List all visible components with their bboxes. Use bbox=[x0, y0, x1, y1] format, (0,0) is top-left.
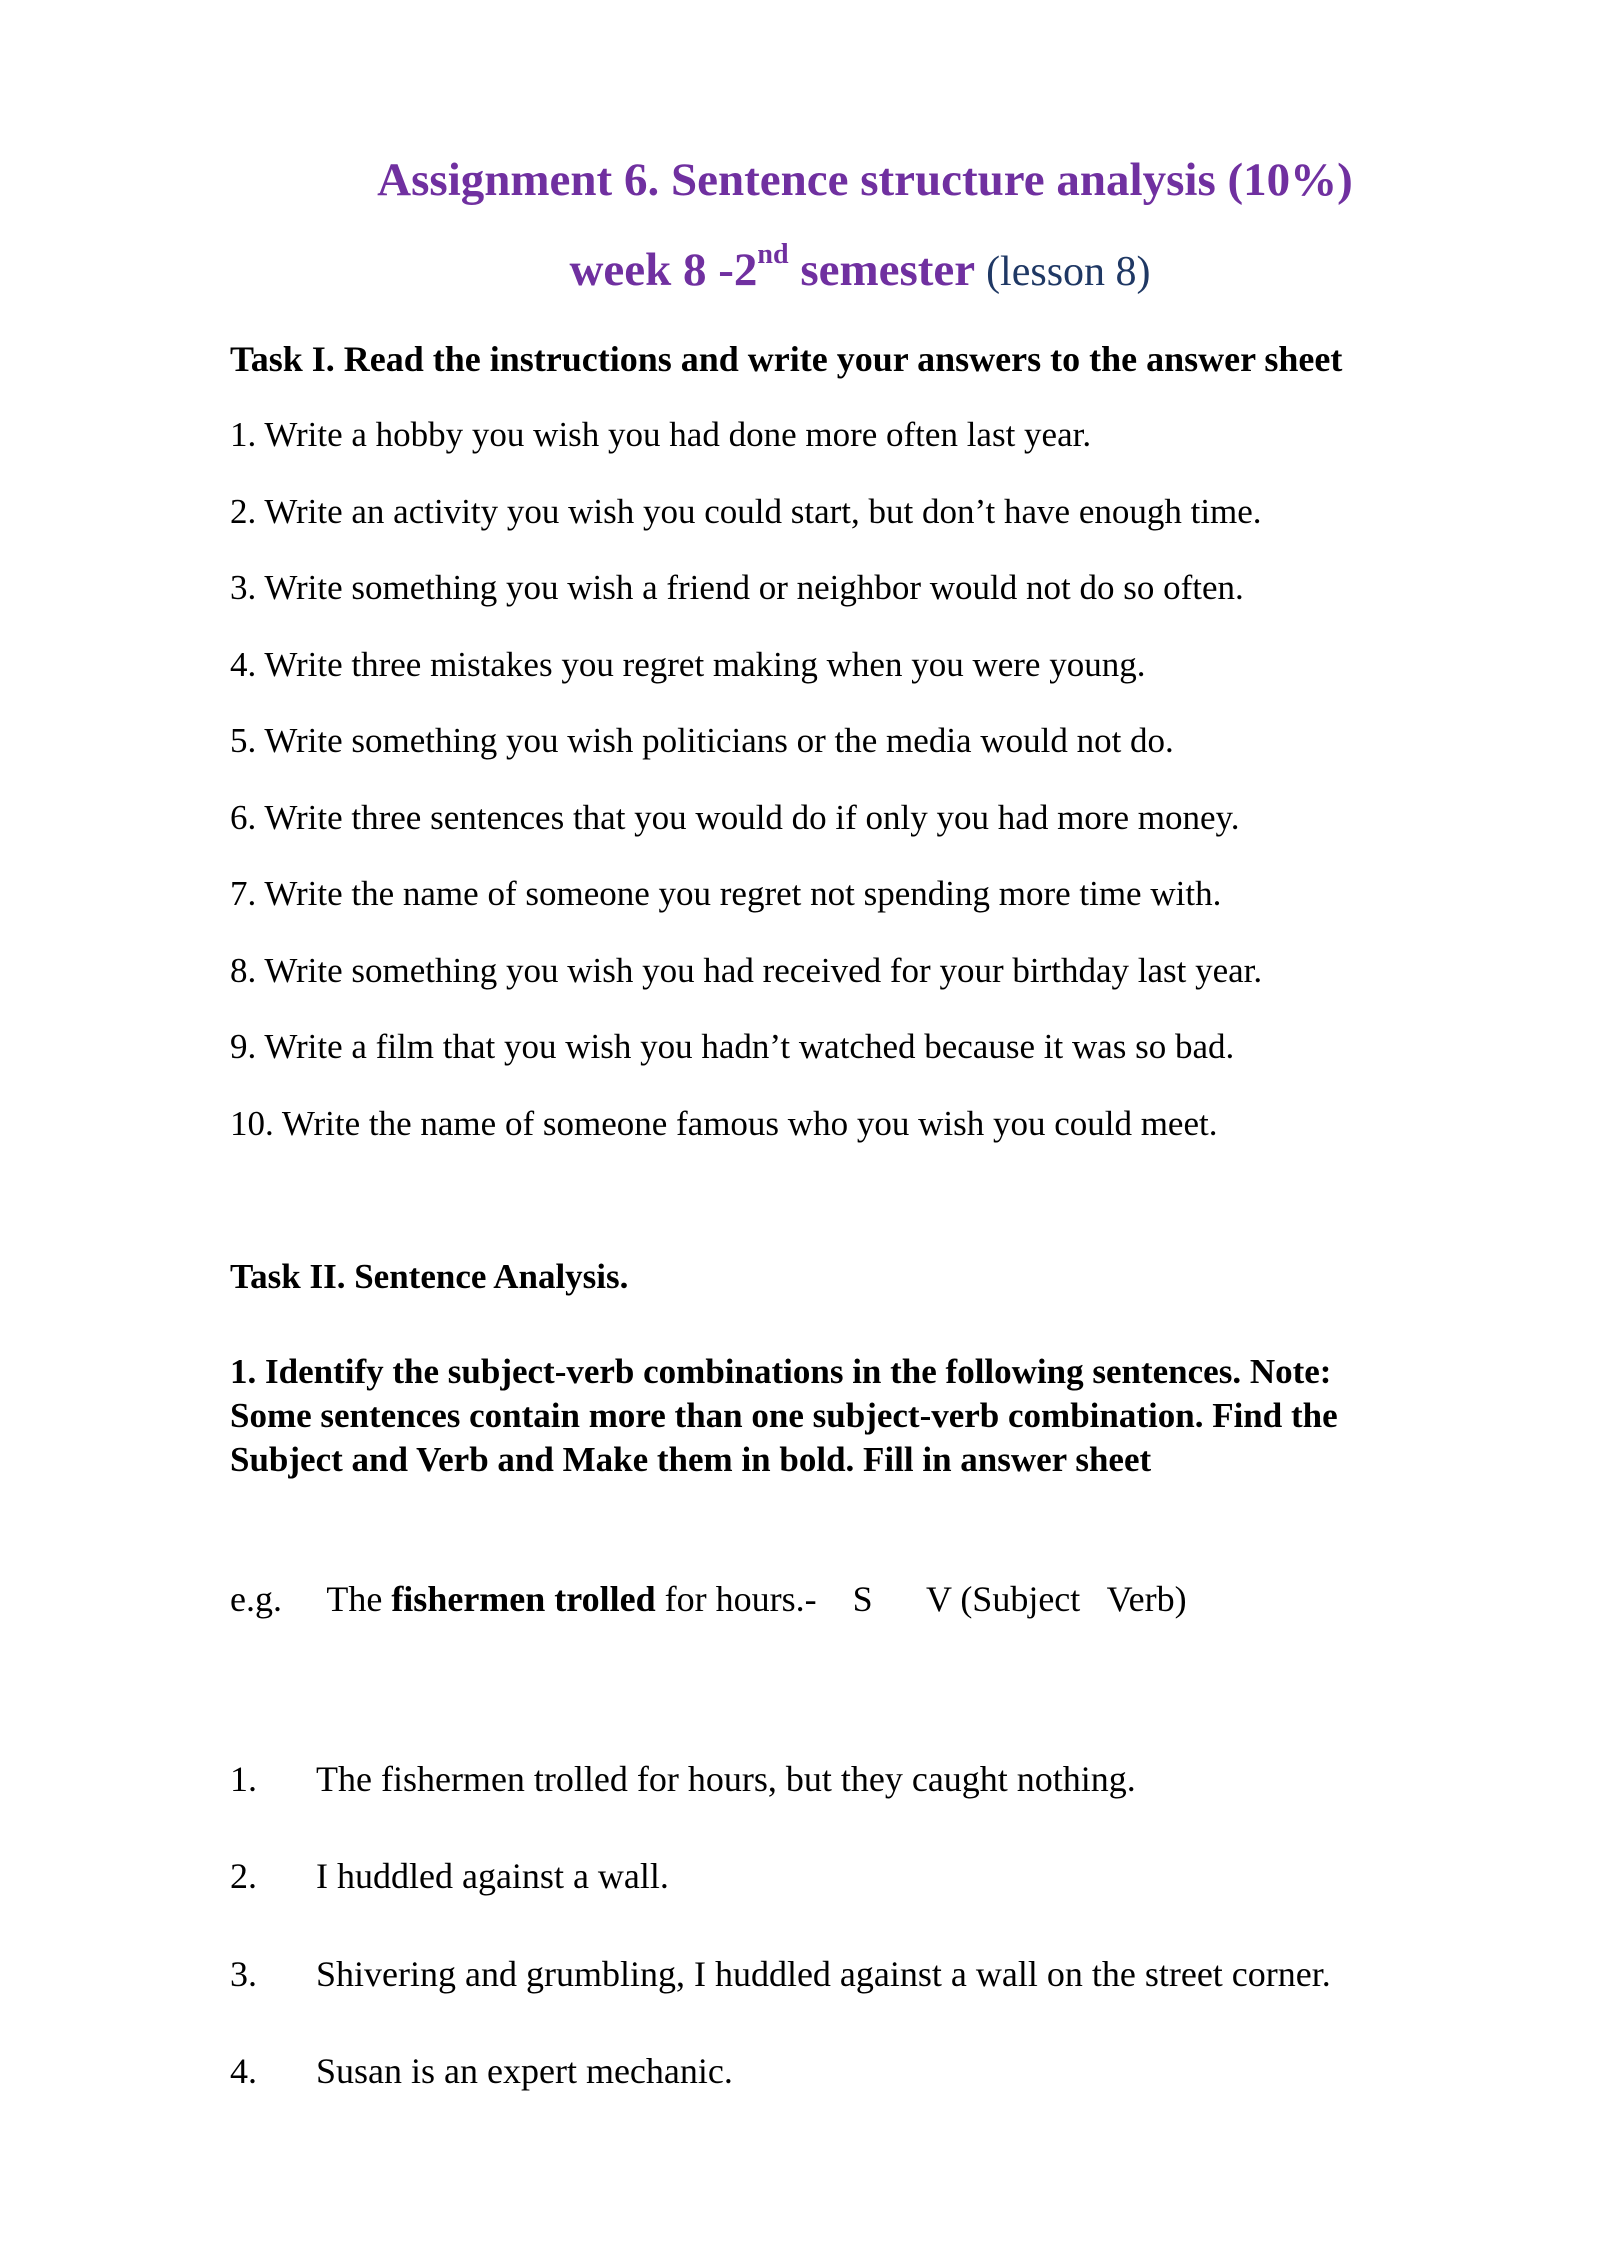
task1-item: 9. Write a film that you wish you hadn’t watched because it was so bad. bbox=[230, 1027, 1235, 1066]
sentence-number: 2. bbox=[230, 1856, 257, 1896]
example-bold-words: fishermen trolled bbox=[391, 1579, 656, 1619]
example-line bbox=[230, 1578, 1187, 1620]
assignment-title-text: Assignment 6. Sentence structure analysis (10%) bbox=[377, 154, 1353, 206]
sentence-item bbox=[230, 2050, 733, 2092]
example-s-marker: S bbox=[852, 1579, 873, 1619]
task2-instruction: 1. Identify the subject-verb combinations in the following sentences. Note: Some sentences contain more than one subject-verb combination. Find the Subject and Verb and Make them in bold. Fill in answer sheet bbox=[230, 1352, 1338, 1479]
assignment-title bbox=[0, 153, 1600, 207]
sentence-number: 4. bbox=[230, 2051, 257, 2091]
task1-item: 2. Write an activity you wish you could start, but don’t have enough time. bbox=[230, 492, 1262, 531]
sentence-text: I huddled against a wall. bbox=[316, 1856, 669, 1896]
week-suffix: semester bbox=[788, 244, 975, 296]
task1-item: 6. Write three sentences that you would do if only you had more money. bbox=[230, 798, 1240, 837]
task1-item: 1. Write a hobby you wish you had done more often last year. bbox=[230, 415, 1092, 454]
example-rest: for hours.- bbox=[664, 1579, 817, 1619]
example-v-marker: V (Subject bbox=[925, 1579, 1081, 1619]
sentence-number: 1. bbox=[230, 1759, 257, 1799]
example-lead: The bbox=[326, 1579, 383, 1619]
task1-item: 7. Write the name of someone you regret not spending more time with. bbox=[230, 874, 1222, 913]
example-prefix: e.g. bbox=[230, 1579, 282, 1619]
sentence-text: The fishermen trolled for hours, but they caught nothing. bbox=[316, 1759, 1136, 1799]
task1-heading: Task I. Read the instructions and write your answers to the answer sheet bbox=[230, 339, 1343, 379]
task1-item: 5. Write something you wish politicians or the media would not do. bbox=[230, 721, 1174, 760]
task1-item: 3. Write something you wish a friend or neighbor would not do so often. bbox=[230, 568, 1244, 607]
sentence-number: 3. bbox=[230, 1954, 257, 1994]
sentence-text: Shivering and grumbling, I huddled against a wall on the street corner. bbox=[316, 1954, 1331, 1994]
week-prefix: week 8 -2 bbox=[569, 244, 758, 296]
week-subtitle bbox=[0, 239, 1600, 297]
sentence-item bbox=[230, 1855, 669, 1897]
task1-item: 10. Write the name of someone famous who you wish you could meet. bbox=[230, 1104, 1218, 1143]
task1-item: 4. Write three mistakes you regret making when you were young. bbox=[230, 645, 1146, 684]
sentence-text: Susan is an expert mechanic. bbox=[316, 2051, 733, 2091]
week-ordinal: nd bbox=[757, 239, 789, 270]
example-verb-label: Verb) bbox=[1106, 1579, 1187, 1619]
sentence-item bbox=[230, 1953, 1331, 1995]
task1-item: 8. Write something you wish you had received for your birthday last year. bbox=[230, 951, 1263, 990]
sentence-item bbox=[230, 1758, 1136, 1800]
task2-heading: Task II. Sentence Analysis. bbox=[230, 1257, 629, 1296]
lesson-label: (lesson 8) bbox=[986, 249, 1151, 295]
